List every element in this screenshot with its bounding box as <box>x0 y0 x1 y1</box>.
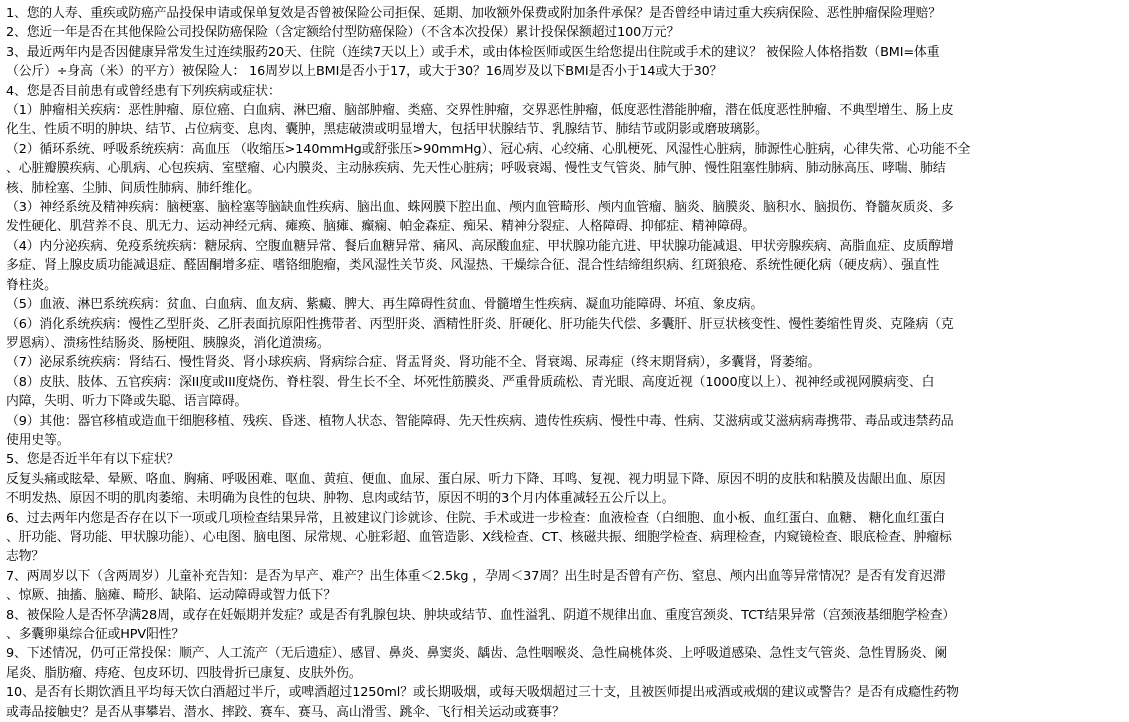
text-line: 反复头痛或眩晕、晕厥、咯血、胸痛、呼吸困难、呕血、黄疸、便血、血尿、蛋白尿、听力下降、耳鸣、复视、视力明显下降、原因不明的皮肤和粘膜及齿龈出血、原因 <box>6 471 946 487</box>
text-line: 或毒品接触史？是否从事攀岩、潜水、摔跤、赛车、赛马、高山滑雪、跳伞、飞行相关运动或赛事？ <box>6 704 565 720</box>
text-line: 罗恩病）、溃疡性结肠炎、肠梗阻、胰腺炎，消化道溃疡。 <box>6 335 330 351</box>
text-line: 尾炎、脂肪瘤、痔疮、包皮环切、四肢骨折已康复、皮肤外伤。 <box>6 665 362 681</box>
text-line: （5）血液、淋巴系统疾病：贫血、白血病、血友病、紫癜、脾大、再生障碍性贫血、骨髓增生性疾病、凝血功能障碍、坏疽、象皮病。 <box>6 297 764 313</box>
text-line: 、惊厥、抽搐、脑瘫、畸形、缺陷、运动障碍或智力低下？ <box>6 588 337 604</box>
text-line: （1）肿瘤相关疾病：恶性肿瘤、原位癌、白血病、淋巴瘤、脑部肿瘤、类癌、交界性肿瘤，交界恶性肿瘤，低度恶性潜能肿瘤，潜在低度恶性肿瘤、不典型增生、肠上皮 <box>6 103 954 119</box>
text-line: 10、是否有长期饮酒且平均每天饮白酒超过半斤，或啤酒超过1250ml？或长期吸烟，或每天吸烟超过三十支，且被医师提出戒酒或戒烟的建议或警告？是否有成瘾性药物 <box>6 685 959 701</box>
text-line: 多症、肾上腺皮质功能减退症、醛固酮增多症、嗜铬细胞瘤，类风湿性关节炎、风湿热、干燥综合征、混合性结缔组织病、红斑狼疮、系统性硬化病（硬皮病）、强直性 <box>6 258 940 274</box>
text-line: 2、您近一年是否在其他保险公司投保防癌保险（含定额给付型防癌保险）（不含本次投保）累计投保保额超过100万元？ <box>6 25 680 41</box>
text-line: 7、两周岁以下（含两周岁）儿童补充告知：是否为早产、难产？出生体重＜2.5kg ，孕周＜37周？出生时是否曾有产伤、窒息、颅内出血等异常情况？是否有发育迟滞 <box>6 568 946 584</box>
text-line: （9）其他：器官移植或造血干细胞移植、残疾、昏迷、植物人状态、智能障碍、先天性疾病、遗传性疾病、慢性中毒、性病、艾滋病或艾滋病病毒携带、毒品或违禁药品 <box>6 413 954 429</box>
text-line: 1、您的人寿、重疾或防癌产品投保申请或保单复效是否曾被保险公司拒保、延期、加收额外保费或附加条件承保？是否曾经申请过重大疾病保险、恶性肿瘤保险理赔？ <box>6 6 941 21</box>
text-line: 8、被保险人是否怀孕满28周，或存在妊娠期并发症？或是否有乳腺包块、肿块或结节、血性溢乳、阴道不规律出血、重度宫颈炎、TCT结果异常（宫颈液基细胞学检查） <box>6 607 956 623</box>
text-line: 5、您是否近半年有以下症状？ <box>6 452 180 468</box>
text-line: 志物？ <box>6 549 45 565</box>
text-line: 、心脏瓣膜疾病、心肌病、心包疾病、室壁瘤、心内膜炎、主动脉疾病、先天性心脏病；呼吸衰竭、慢性支气管炎、肺气肿、慢性阻塞性肺病、肺动脉高压、哮喘、肺结 <box>6 161 946 177</box>
text-line: 内障，失明、听力下降或失聪、语言障碍。 <box>6 394 248 410</box>
text-line: （4）内分泌疾病、免疫系统疾病：糖尿病、空腹血糖异常、餐后血糖异常、痛风、高尿酸血症、甲状腺功能亢进、甲状腺功能减退、甲状旁腺疾病、高脂血症、皮质醇增 <box>6 238 954 254</box>
text-line: （3）神经系统及精神疾病：脑梗塞、脑栓塞等脑缺血性疾病、脑出血、蛛网膜下腔出血、颅内血管畸形、颅内血管瘤、脑炎、脑膜炎、脑积水、脑损伤、脊髓灰质炎、多 <box>6 200 954 216</box>
text-line: 脊柱炎。 <box>6 277 57 293</box>
text-line: 化生、性质不明的肿块、结节、占位病变、息肉、囊肿，黑痣破溃或明显增大，包括甲状腺结节、乳腺结节、肺结节或阴影或磨玻璃影。 <box>6 122 768 138</box>
text-line: （7）泌尿系统疾病：肾结石、慢性肾炎、肾小球疾病、肾病综合症、肾盂肾炎、肾功能不全、肾衰竭、尿毒症（终末期肾病），多囊肾，肾萎缩。 <box>6 355 821 371</box>
text-line: （8）皮肤、肢体、五官疾病：深II度或III度烧伤、脊柱裂、骨生长不全、坏死性筋膜炎、严重骨质疏松、青光眼、高度近视（1000度以上）、视神经或视网膜病变、白 <box>6 374 935 390</box>
text-line: 3、最近两年内是否因健康异常发生过连续服药20天、住院（连续7天以上）或手术，或由体检医师或医生给您提出住院或手术的建议？ 被保险人体格指数（BMI=体重 <box>6 44 940 60</box>
text-line: 发性硬化、肌营养不良、肌无力、运动神经元病、瘫痪、脑瘫、癫痫、帕金森症、痴呆、精神分裂症、人格障碍、抑郁症、精神障碍。 <box>6 219 756 235</box>
text-line: 不明发热、原因不明的肌肉萎缩、未明确为良性的包块、肿物、息肉或结节，原因不明的3个月内体重减轻五公斤以上。 <box>6 491 675 507</box>
text-line: 使用史等。 <box>6 432 70 448</box>
text-line: （6）消化系统疾病：慢性乙型肝炎、乙肝表面抗原阳性携带者、丙型肝炎、酒精性肝炎、肝硬化、肝功能失代偿、多囊肝、肝豆状核变性、慢性萎缩性胃炎、克隆病（克 <box>6 316 954 332</box>
text-line: （2）循环系统、呼吸系统疾病：高血压 （收缩压>140mmHg或舒张压>90mmHg）、冠心病、心绞痛、心肌梗死、风湿性心脏病，肺源性心脏病，心律失常、心功能不全 <box>6 141 971 157</box>
text-line: 6、过去两年内您是否存在以下一项或几项检查结果异常，且被建议门诊就诊、住院、手术或进一步检查：血液检查（白细胞、血小板、血红蛋白、血糖、 糖化血红蛋白 <box>6 510 945 526</box>
text-line: 、多囊卵巢综合征或HPV阳性？ <box>6 627 185 642</box>
text-line: （公斤）÷身高（米）的平方）被保险人： 16周岁以上BMI是否小于17，或大于30？16周岁及以下BMI是否小于14或大于30？ <box>6 64 723 80</box>
text-line: 9、下述情况，仍可正常投保：顺产、人工流产（无后遗症）、感冒、鼻炎、鼻窦炎、龋齿、急性咽喉炎、急性扁桃体炎、上呼吸道感染、急性支气管炎、急性胃肠炎、阑 <box>6 646 948 662</box>
text-line: 、肝功能、肾功能、甲状腺功能）、心电图、脑电图、尿常规、心脏彩超、血管造影、X线检查、CT、核磁共振、细胞学检查、病理检查，内窥镜检查、眼底检查、肿瘤标 <box>6 529 952 545</box>
text-line: 4、您是否目前患有或曾经患有下列疾病或症状： <box>6 83 281 99</box>
text-line: 核、肺栓塞、尘肺、间质性肺病、肺纤维化。 <box>6 180 260 196</box>
